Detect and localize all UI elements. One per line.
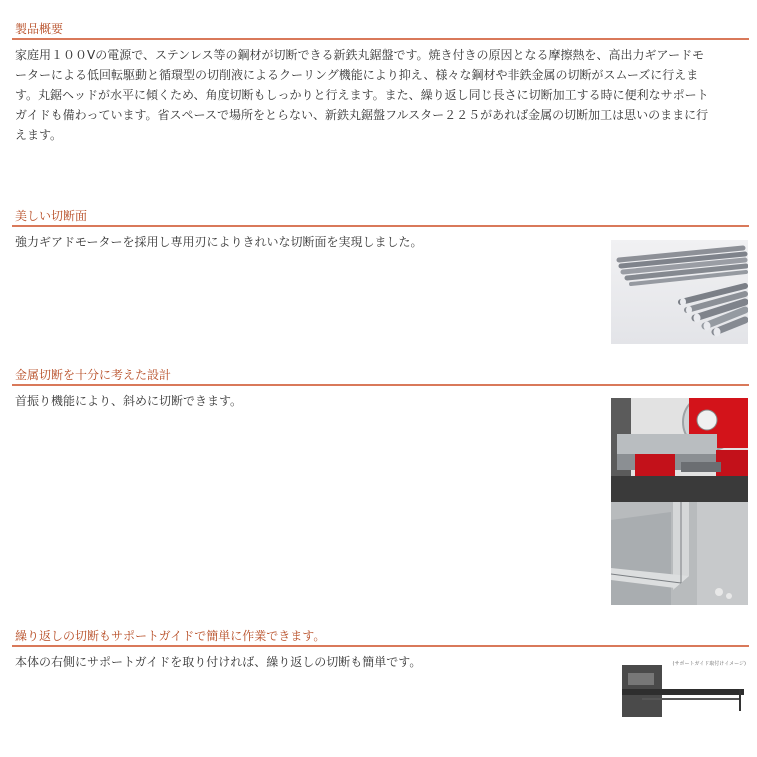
overview-line: えます。 [15, 128, 63, 142]
overview-line: す。丸鋸ヘッドが水平に傾くため、角度切断もしっかりと行えます。また、繰り返し同じ長さに切断加工する時に便利なサポート [15, 88, 709, 102]
section-heading: 美しい切断面 [12, 207, 749, 227]
guide-caption: (サポートガイド取付けイメージ) [672, 661, 746, 667]
section-text: 首振り機能により、斜めに切断できます。 [15, 394, 243, 408]
section-heading: 繰り返しの切断もサポートガイドで簡単に作業できます。 [12, 627, 749, 647]
overview-line: 家庭用１００Vの電源で、ステンレス等の鋼材が切断できる新鉄丸鋸盤です。焼き付きの原因となる摩擦熱を、高出力ギアードモ [15, 48, 705, 62]
overview-text [12, 40, 749, 145]
section-text: 強力ギアドモーターを採用し専用刃によりきれいな切断面を実現しました。 [15, 235, 423, 249]
mitre-frame-photo [611, 502, 748, 605]
overview-line: ーターによる低回転駆動と循環型の切削液によるクーリング機能により抑え、様々な鋼材や非鉄金属の切断がスムーズに行えま [15, 68, 699, 82]
cut-rods-photo [611, 240, 748, 344]
overview-line: ガイドも備わっています。省スペースで場所をとらない、新鉄丸鋸盤フルスター２２５があれば金属の切断加工は思いのままに行 [15, 108, 709, 122]
section-heading: 金属切断を十分に考えた設計 [12, 366, 749, 386]
section-text: 本体の右側にサポートガイドを取り付ければ、繰り返しの切断も簡単です。 [15, 655, 422, 669]
overview-section [12, 20, 749, 145]
overview-heading: 製品概要 [12, 20, 749, 40]
support-guide-photo [622, 659, 748, 719]
saw-angle-photo [611, 398, 748, 502]
